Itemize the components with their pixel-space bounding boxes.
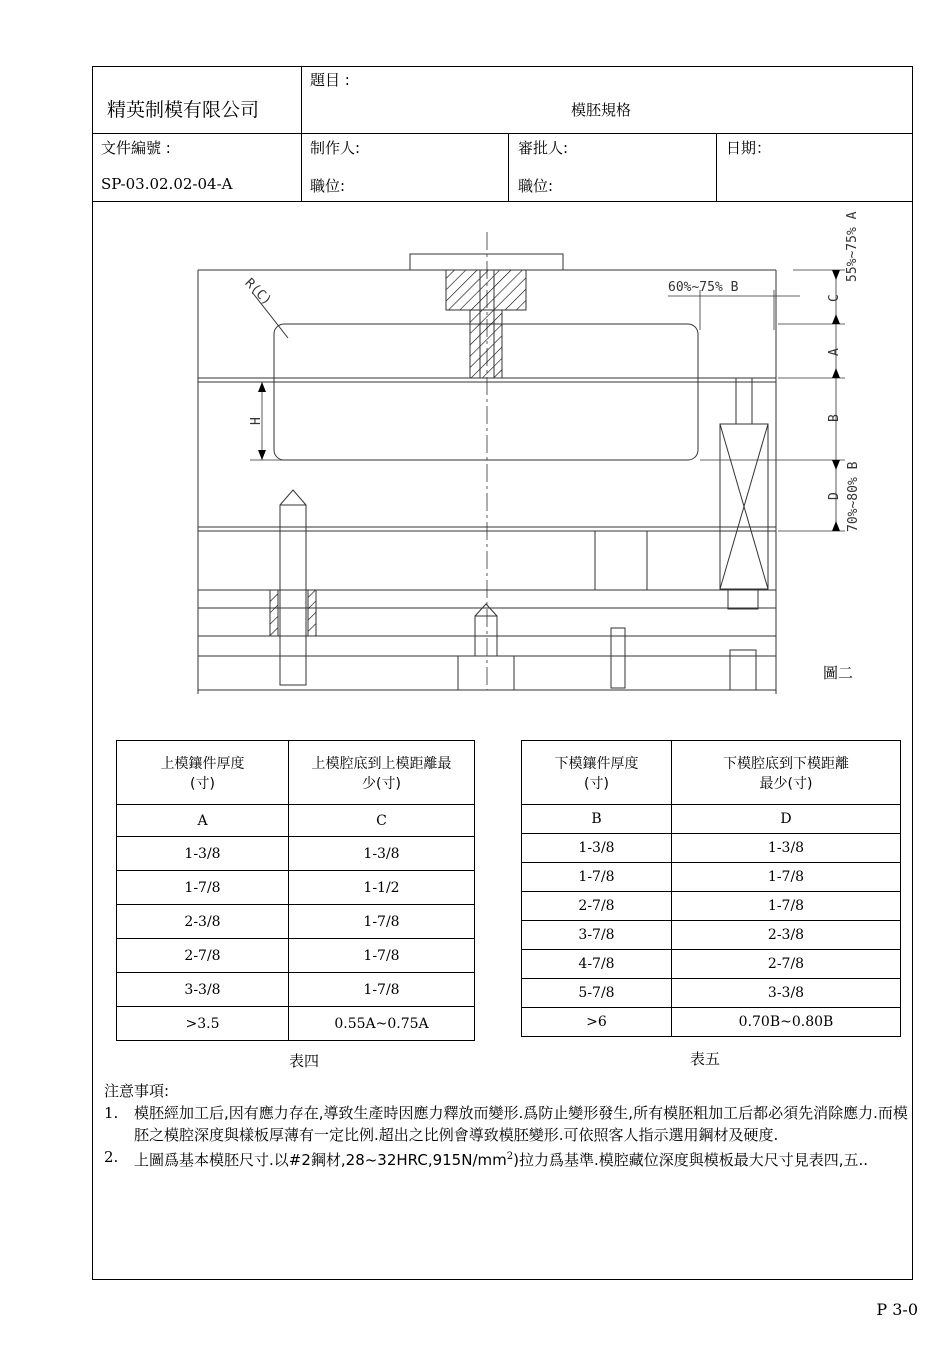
t4-header-1: 上模鑲件厚度 (寸) (117, 741, 289, 805)
company-name: 精英制模有限公司 (107, 99, 260, 121)
title-label: 題目 : (310, 71, 350, 89)
t4-sym-c: C (289, 805, 475, 837)
t5-sym-b: B (522, 805, 672, 834)
label-h: H (249, 417, 264, 425)
table-row: >3.5 0.55A~0.75A (117, 1007, 475, 1041)
table-row: 1-7/8 1-7/8 (522, 863, 901, 892)
table-row: 1-7/8 1-1/2 (117, 871, 475, 905)
figure-caption: 圖二 (823, 664, 854, 682)
table-4-caption: 表四 (289, 1052, 320, 1070)
t4-header-2: 上模腔底到上模距離最 少(寸) (289, 741, 475, 805)
table-row: 4-7/8 2-7/8 (522, 950, 901, 979)
note-item: 2. 上圖爲基本模胚尺寸.以#2鋼材$,28\sim 32HRC,915N/mm^2$)拉力爲基準.模腔藏位深度與模板最大尺寸見表四,五.. (104, 1148, 869, 1169)
table-5-caption: 表五 (690, 1050, 721, 1068)
t4-sym-a: A (117, 805, 289, 837)
table-row: 2-7/8 1-7/8 (117, 939, 475, 973)
page-number: P 3-0 (876, 1300, 918, 1319)
table-4 (116, 740, 475, 1041)
maker-position-label: 職位: (310, 177, 346, 195)
table-row: 3-7/8 2-3/8 (522, 921, 901, 950)
table-row: 1-3/8 1-3/8 (522, 834, 901, 863)
maker-label: 制作人: (310, 139, 361, 157)
label-a-range: 55%~75% A (845, 211, 860, 282)
table-5 (521, 740, 901, 1037)
approver-position-label: 職位: (518, 177, 554, 195)
table-row: 3-3/8 1-7/8 (117, 973, 475, 1007)
label-d: D (827, 492, 842, 500)
doc-no-label: 文件編號 : (101, 139, 171, 157)
note-item: 1. 模胚經加工后,因有應力存在,導致生產時因應力釋放而變形.爲防止變形發生,所有模胚粗加工后都必須先消除應力.而模胚之模腔深度與樣板厚薄有一定比例.超出之比例會導致模胚變形.可依照客人指示選用鋼材及硬度. (104, 1104, 908, 1144)
approver-label: 審批人: (518, 139, 569, 157)
label-c: C (827, 294, 842, 302)
t5-header-2: 下模腔底到下模距離 最少(寸) (672, 741, 901, 805)
table-row: 1-3/8 1-3/8 (117, 837, 475, 871)
t5-header-1: 下模鑲件厚度 (寸) (522, 741, 672, 805)
title-value: 模胚規格 (571, 101, 632, 119)
t5-sym-d: D (672, 805, 901, 834)
table-row: 2-7/8 1-7/8 (522, 892, 901, 921)
label-b-range: 60%~75% B (668, 280, 739, 295)
doc-no: SP-03.02.02-04-A (101, 175, 233, 193)
notes-section (104, 1080, 914, 1171)
table-row: 2-3/8 1-7/8 (117, 905, 475, 939)
label-rc: R(C) (241, 275, 275, 309)
table-row: 5-7/8 3-3/8 (522, 979, 901, 1008)
label-b: B (827, 414, 842, 422)
label-d-range: 70%~80% B (846, 461, 861, 532)
label-a: A (827, 348, 842, 356)
table-row: >6 0.70B~0.80B (522, 1008, 901, 1037)
date-label: 日期： (726, 139, 772, 157)
notes-title: 注意事項: (104, 1082, 170, 1100)
